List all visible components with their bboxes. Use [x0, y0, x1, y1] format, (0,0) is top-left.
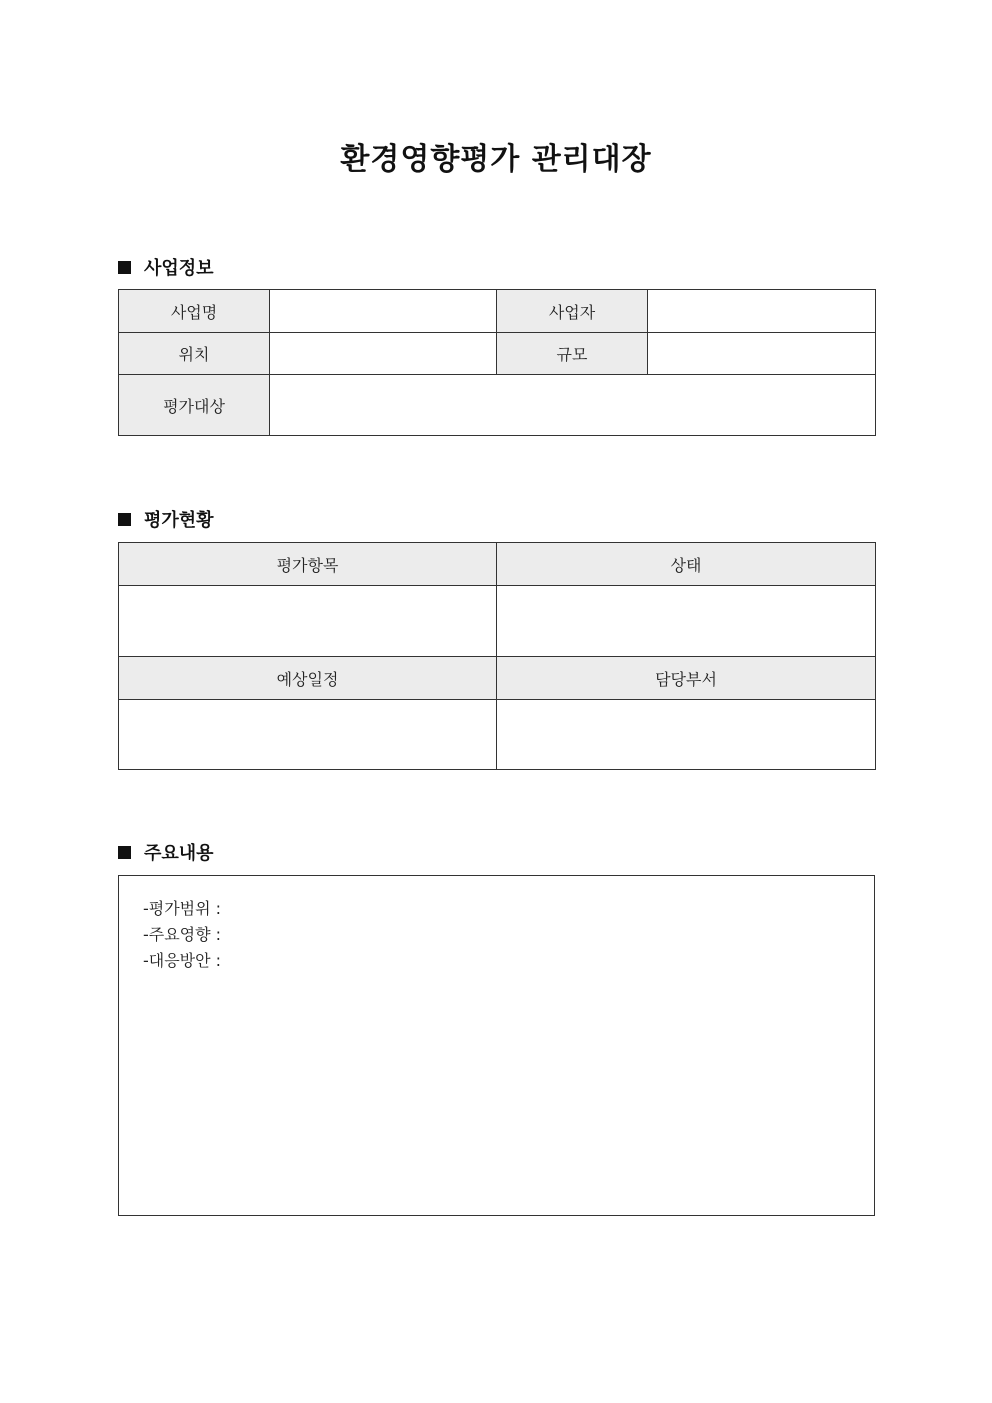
section-heading-assessment-status — [118, 506, 214, 532]
table-row — [119, 586, 876, 657]
status-label: 상태 — [497, 543, 876, 586]
expected-schedule-label: 예상일정 — [119, 657, 497, 700]
status-field[interactable] — [497, 586, 876, 657]
section-heading-main-content — [118, 839, 214, 865]
section-heading-label: 주요내용 — [144, 843, 214, 864]
table-row — [119, 543, 876, 586]
square-bullet-icon — [118, 513, 131, 526]
department-label: 담당부서 — [497, 657, 876, 700]
main-impact-line: -주요영향 : — [143, 925, 222, 944]
assessment-status-table — [118, 542, 876, 770]
location-field[interactable] — [270, 333, 497, 375]
assessment-item-field[interactable] — [119, 586, 497, 657]
scale-label: 규모 — [497, 333, 648, 375]
table-row — [119, 333, 876, 375]
section-heading-label: 사업정보 — [144, 258, 214, 279]
document-title: 환경영향평가 관리대장 — [340, 142, 652, 177]
section-heading-business-info — [118, 254, 214, 280]
section-heading-label: 평가현황 — [144, 510, 214, 531]
assessment-item-label: 평가항목 — [119, 543, 497, 586]
assessment-target-field[interactable] — [270, 375, 876, 436]
department-field[interactable] — [497, 700, 876, 770]
table-row — [119, 290, 876, 333]
table-row — [119, 657, 876, 700]
assessment-scope-line: -평가범위 : — [143, 899, 222, 918]
main-content-list — [119, 876, 874, 974]
square-bullet-icon — [118, 846, 131, 859]
scale-field[interactable] — [648, 333, 876, 375]
project-name-field[interactable] — [270, 290, 497, 333]
main-content-textbox[interactable] — [118, 875, 875, 1216]
assessment-target-label: 평가대상 — [119, 375, 270, 436]
response-plan-line: -대응방안 : — [143, 951, 222, 970]
square-bullet-icon — [118, 261, 131, 274]
location-label: 위치 — [119, 333, 270, 375]
project-name-label: 사업명 — [119, 290, 270, 333]
expected-schedule-field[interactable] — [119, 700, 497, 770]
business-info-table — [118, 289, 876, 436]
operator-field[interactable] — [648, 290, 876, 333]
table-row — [119, 375, 876, 436]
table-row — [119, 700, 876, 770]
operator-label: 사업자 — [497, 290, 648, 333]
